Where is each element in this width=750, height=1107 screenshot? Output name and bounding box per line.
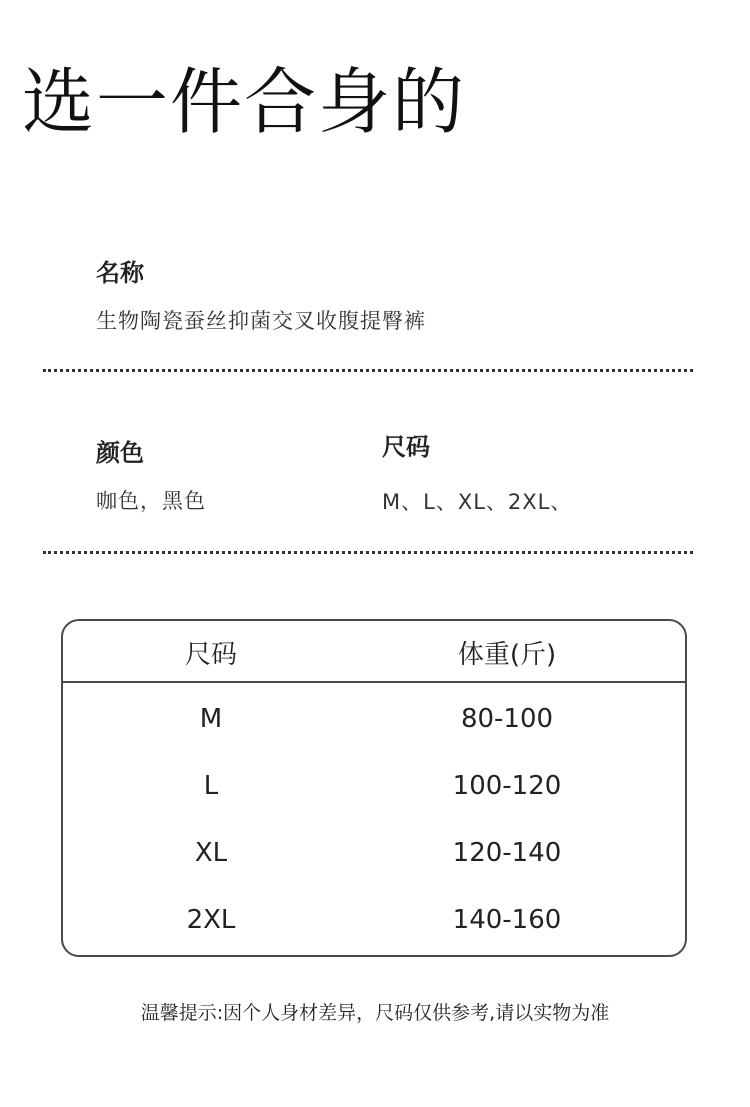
row-weight-cell: 80-100 xyxy=(460,704,554,734)
product-name-label: 名称 xyxy=(96,259,144,287)
color-label: 颜色 xyxy=(96,439,144,467)
size-chart-table xyxy=(61,619,687,957)
table-header xyxy=(63,621,685,683)
row-weight-cell: 140-160 xyxy=(452,905,562,935)
size-value: M、L、XL、2XL、 xyxy=(382,490,573,514)
row-weight-cell: 120-140 xyxy=(452,838,562,868)
divider-bottom xyxy=(43,551,693,554)
row-size-cell: M xyxy=(199,704,223,734)
row-size-cell: XL xyxy=(194,838,228,868)
color-value: 咖色，黑色 xyxy=(96,489,206,513)
size-label: 尺码 xyxy=(382,433,430,461)
header-weight: 体重(斤) xyxy=(457,640,557,670)
product-name-value: 生物陶瓷蚕丝抑菌交叉收腹提臀裤 xyxy=(96,309,426,333)
row-size-cell: L xyxy=(203,771,219,801)
size-tip-note: 温馨提示:因个人身材差异，尺码仅供参考,请以实物为准 xyxy=(140,1002,610,1024)
page-title: 选一件合身的 xyxy=(22,60,467,144)
row-weight-cell: 100-120 xyxy=(452,771,562,801)
header-size: 尺码 xyxy=(184,640,237,670)
divider-top xyxy=(43,369,693,372)
row-size-cell: 2XL xyxy=(186,905,236,935)
